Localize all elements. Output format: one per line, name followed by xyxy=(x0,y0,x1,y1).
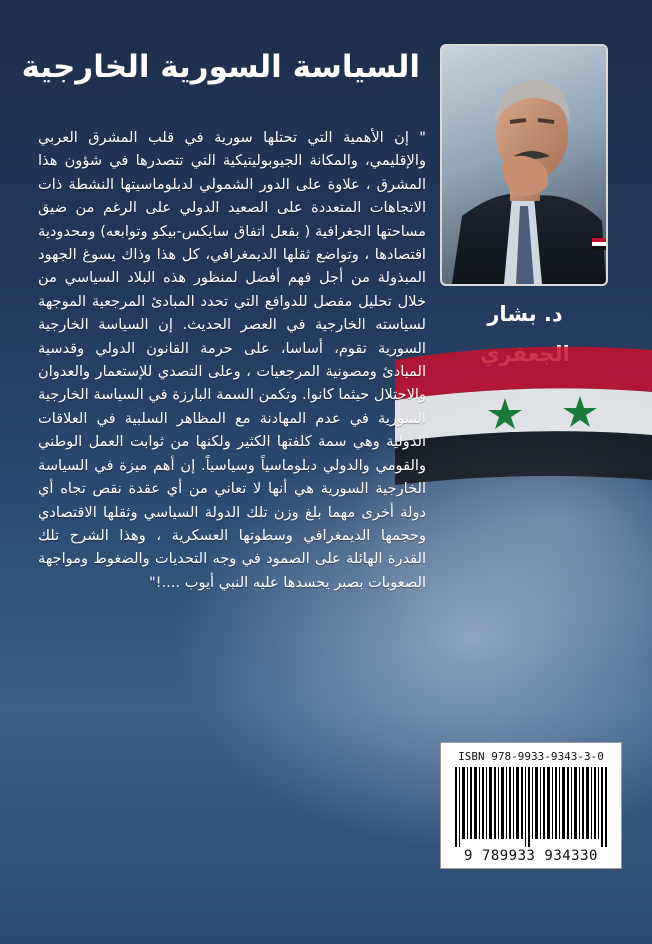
blurb-text: " إن الأهمية التي تحتلها سورية في قلب المشرق العربي والإقليمي، والمكانة الجيوبوليتيكية التي تتصدرها في شؤون هذا المشرق ، علاوة على الدور الشمولي لدبلوماسيتها النشطة ذات الاتجاهات المتعددة على الصعيد الدولي على الرغم من ضيق مساحتها الجغرافية ( بفعل اتفاق سايكس-بيكو وتوابعه) ومحدودية اقتصادها ، وتواضع ثقلها الديمغرافي، كل هذا وذاك يسوغ الجهود المبذولة من أجل فهم أفضل لمنظور هذه البلاد السياسي من خلال تحليل مفصل للدوافع التي تحدد المبادئ المرجعية الموجهة لسياسته الخارجية في العصر الحديث. إن السياسة الخارجية السورية تقوم، أساسا، على حرمة القانون الدولي وقدسية المبادئ ومصونية المرجعيات ، وعلى التصدي للإستعمار والعدوان والاحتلال حيثما كانوا. وتكمن السمة البارزة في السياسة الخارجية السورية في عدم المهادنة مع المظاهر السلبية في العلاقات الدولية وهي سمة كلفتها الكثير ولكنها من ثوابت العمل الوطني والقومي والدولي دبلوماسياً وسياسياً. إن أهم ميزة في السياسة الخارجية السورية هي أنها لا تعاني من أي عقدة نقص تجاه أي دولة أخرى مهما بلغ وزن تلك الدولة السياسي وثقلها الاقتصادي وحجمها الديمغرافي وسطوتها العسكرية ، وهذا الشرح تلك القدرة الهائلة على الصمود في وجه التحديات والضغوط ومواجهة الصعوبات بصبر يحسدها عليه النبي أيوب ....!" xyxy=(38,129,426,591)
barcode-number: 9 789933 934330 xyxy=(464,848,598,864)
author-portrait-icon xyxy=(442,46,606,284)
isbn-label: ISBN 978-9933-9343-3-0 xyxy=(458,750,604,763)
author-name: د. بشار xyxy=(487,302,563,326)
flag-graphic xyxy=(395,340,652,500)
barcode xyxy=(440,742,622,869)
syrian-flag-icon xyxy=(395,340,652,500)
book-title: السياسة السورية الخارجية xyxy=(21,49,420,85)
barcode-bars-icon xyxy=(453,767,609,847)
author-photo xyxy=(440,44,608,286)
